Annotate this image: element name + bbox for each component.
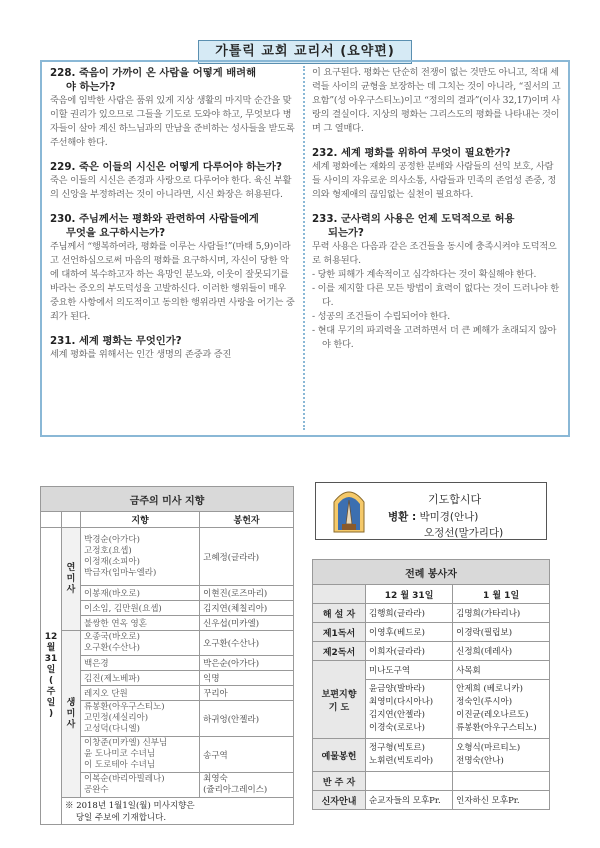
role-cell: 제2독서 [313,642,366,661]
intention-cell: 박경순(아가다) 고정호(요셉) 이정재(소피아) 박금자(임마누엘라) [81,528,200,586]
memorial-mass-label: 연 미 사 [62,528,81,631]
question-232: 232. 세계 평화를 위하여 무엇이 필요한가? [312,147,511,159]
praying-hands-icon [332,488,366,538]
offerer-cell: 꾸리아 [200,686,294,701]
question-233: 233. 군사력의 사용은 언제 도덕적으로 허용 되는가? [312,213,515,239]
intention-cell: 이봉재(바오로) [81,586,200,601]
server-cell [366,772,453,791]
offerer-cell: 송구역 [200,737,294,773]
liturgy-servers-table [312,559,550,810]
offerer-header: 봉헌자 [200,512,294,528]
offerer-cell: 김지연(체칠리아) [200,601,294,616]
intention-cell: 오종국(바오로) 오구환(수산나) [81,631,200,656]
server-cell: 김행희(글라라) [366,604,453,623]
intention-cell: 류봉환(아우구스티노) 고민정(세실리아) 고성덕(다니엘) [81,701,200,737]
offerer-cell: 고혜정(글라라) [200,528,294,586]
servers-title: 전례 봉사자 [313,560,550,585]
catechism-title: 가톨릭 교회 교리서 (요약편) [198,40,412,64]
role-cell: 예물봉헌 [313,739,366,772]
answer-230: 주님께서 “행복하여라, 평화를 이루는 사람들!”(마태 5,9)이라고 선언하심으로써 마음의 평화를 요구하시며, 자신이 당한 악에 대하여 복수하고자 하는 욕망인 분노와, 이웃이 잘못되기를 바라는 증오의 부도덕성을 고발하신다. 이러한 행위들이 매우 중요한 사항에서 의도적이고 동의한 행위라면 사랑을 어기는 중죄가 된다. [50,241,295,322]
server-cell: 정구형(빅토르) 노휘련(빅토리아) [366,739,453,772]
answer-232: 세계 평화에는 재화의 공정한 분배와 사람들의 선익 보호, 사람들 사이의 자유로운 의사소통, 사람들과 민족의 존엄성 존중, 정의와 형제애의 끊임없는 실천이 필요하다. [312,161,557,200]
intention-cell: 백은경 [81,656,200,671]
offerer-cell: 하귀엉(안젤라) [200,701,294,737]
offerer-cell: 익명 [200,671,294,686]
server-cell [453,772,550,791]
column-divider [303,66,305,430]
intention-cell: 김진(제노베파) [81,671,200,686]
intention-cell: 이소임, 김만원(요셉) [81,601,200,616]
server-cell: 이희자(글라라) [366,642,453,661]
intention-header: 지향 [81,512,200,528]
question-230: 230. 주님께서는 평화와 관련하여 사람들에게 무엇을 요구하시는가? [50,213,259,239]
mass-intentions-table [40,486,294,825]
intention-cell: 이창준(미카엘) 신부님 윤 도나미코 수녀님 이 도로테아 수녀님 [81,737,200,773]
intention-cell: 이복순(바리아빌레나) 공완수 [81,773,200,798]
offerer-cell: 신우섭(미카엘) [200,616,294,631]
server-cell: 미나도구역 [366,661,453,680]
living-mass-label: 생 미 사 [62,631,81,798]
server-cell: 이경락(필립보) [453,623,550,642]
offerer-cell: 오구환(수산나) [200,631,294,656]
question-229: 229. 죽은 이들의 시신은 어떻게 다루어야 하는가? [50,161,282,173]
answer-231: 세계 평화를 위해서는 인간 생명의 존중과 증진 [50,349,232,360]
role-cell: 신자안내 [313,791,366,810]
prayer-names: 병환 : 박미경(안나) [388,511,479,523]
offerer-cell: 최영숙 (쥴리아그레이스) [200,773,294,798]
server-cell: 인자하신 모후Pr. [453,791,550,810]
server-cell: 오형식(마르티노) 전명숙(안나) [453,739,550,772]
server-cell: 윤금양(발바라) 최영미(다시아나) 김지연(안젤라) 이경숙(로로나) [366,680,453,739]
server-cell: 안제희 (베로니카) 정숙인(루시아) 이진균(레오나르도) 류봉환(아우구스티노) [453,680,550,739]
date-header-2: 1 월 1일 [453,585,550,604]
catechism-right-column [312,66,562,362]
server-cell: 순교자들의 모후Pr. [366,791,453,810]
question-231: 231. 세계 평화는 무엇인가? [50,335,182,347]
role-cell: 보편지향 기 도 [313,661,366,739]
offerer-cell: 이현진(로즈마리) [200,586,294,601]
catechism-left-column [50,66,296,372]
role-cell: 반 주 자 [313,772,366,791]
prayer-name-2: 오정선(말가리다) [424,527,504,539]
server-cell: 김명희(가타리나) [453,604,550,623]
intention-cell: 레지오 단원 [81,686,200,701]
answer-228: 죽음에 임박한 사람은 품위 있게 지상 생활의 마지막 순간을 맞이할 권리가 있으므로 그들을 기도로 도와야 하고, 무엇보다 병자들이 살아 계신 하느님과의 만남을 준비하는 성사들을 받도록 주선해야 한다. [50,95,295,148]
answer-233: 무력 사용은 다음과 같은 조건들을 동시에 충족시켜야 도덕적으로 허용된다. - 당한 피해가 계속적이고 심각하다는 것이 확실해야 한다. - 이를 제지할 다른 모든 방법이 효력이 없다는 것이 드러나야 한다. - 성공의 조건들이 수립되어야 한다. - 현대 무기의 파괴력을 고려하면서 더 큰 폐해가 초래되지 않아야 한다. [312,241,559,350]
role-cell: 제1독서 [313,623,366,642]
server-cell: 신정희(데레사) [453,642,550,661]
server-cell: 이영후(베드로) [366,623,453,642]
mass-table-title: 금주의 미사 지향 [41,487,294,512]
prayer-box [315,482,547,540]
role-cell: 해 설 자 [313,604,366,623]
mass-date: 12 월 31 일 ( 주 일 ) [41,528,62,825]
question-228: 228. 죽음이 가까이 온 사람을 어떻게 배려해 야 하는가? [50,67,257,93]
answer-231-continued: 이 요구된다. 평화는 단순히 전쟁이 없는 것만도 아니고, 적대 세력들 사이의 균형을 보장하는 데 그치는 것이 아니라, “질서의 고요함”(성 아우구스티노)이고 “정의의 결과”(이사 32,17)이며 사랑의 결실이다. 지상의 평화는 그리스도의 평화를 나타내는 것이며 그 열매다. [312,67,561,134]
intention-cell: 불쌍한 연옥 영혼 [81,616,200,631]
date-header-1: 12 월 31일 [366,585,453,604]
server-cell: 사목회 [453,661,550,680]
offerer-cell: 박은순(아가다) [200,656,294,671]
answer-229: 죽은 이들의 시신은 존경과 사랑으로 다루어야 한다. 육신 부활의 신앙을 부정하려는 것이 아니라면, 시신 화장은 허용된다. [50,175,292,200]
mass-note: ※ 2018년 1월1일(월) 미사지향은 당일 주보에 기재합니다. [62,798,294,825]
prayer-title: 기도합시다 [428,493,482,506]
